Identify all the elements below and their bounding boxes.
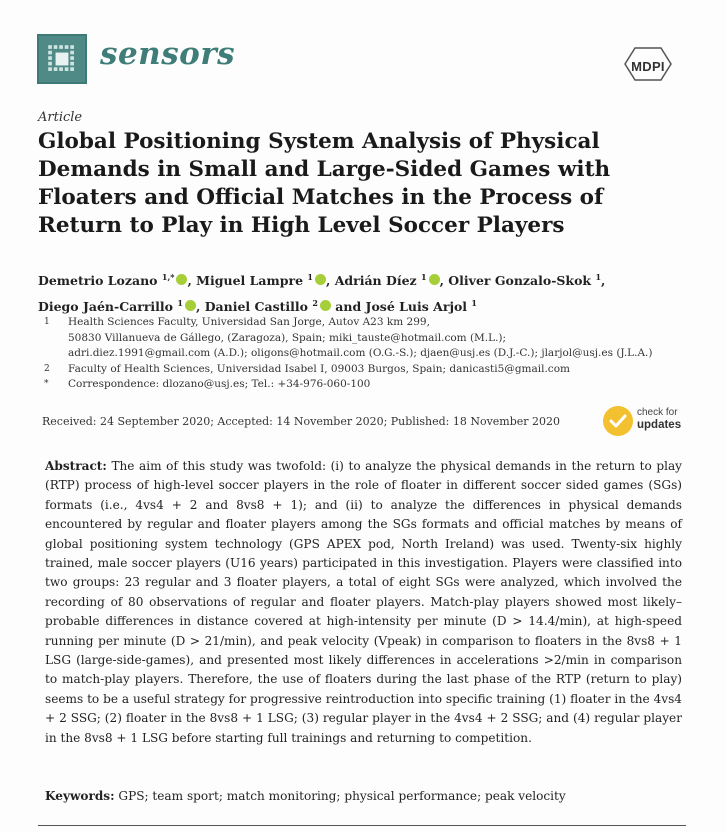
- check-updates-icon: [603, 406, 633, 436]
- journal-name: sensors: [100, 36, 236, 72]
- keywords: [45, 789, 685, 803]
- author[interactable]: Daniel Castillo $^2$: [205, 299, 331, 314]
- orcid-icon[interactable]: [315, 274, 326, 285]
- orcid-icon[interactable]: [429, 274, 440, 285]
- author[interactable]: Oliver Gonzalo-Skok $^1$: [448, 272, 602, 289]
- keywords-text: GPS; team sport; match monitoring; physical performance; peak velocity: [118, 789, 566, 803]
- abstract: [45, 457, 682, 748]
- check-updates-button[interactable]: check for updates: [603, 404, 693, 440]
- publisher-logo: [621, 44, 675, 84]
- author[interactable]: Miguel Lampre $^1$: [196, 273, 326, 288]
- abstract-text: The aim of this study was twofold: (i) to analyze the physical demands in the return to play (RTP) process of high-level soccer players in the role of floater in different soccer sided games (SGs) formats (i.e., 4vs4 + 2 and 8vs8 + 1); and (ii) to analyze the differences in physical demands encountered by regular and floater players among the SGs formats and official matches by means of global positioning system technology (GPS APEX pod, North Ireland) was used. Twenty-six highly trained, male soccer players (U16 years) participated in this investigation. Players were classified into two groups: 23 regular and 3 floater players, a total of eight SGs were analyzed, which involved the recording of 80 observations of regular and floater players. Match-play players showed most likely–probable differences in distance covered at high-intensity per minute (D > 14.4/min), at high-speed running per minute (D > 21/min), and peak velocity (Vpeak) in comparison to floaters in the 8vs8 + 1 LSG (large-side-games), and presented most likely differences in accelerations >2/min in comparison to match-play players. Therefore, the use of floaters during the last phase of the RTP (return to play) seems to be a useful strategy for progressive reintroduction into specific training (1) floater in the 4vs4 + 2 SSG; (2) floater in the 8vs8 + 1 LSG; (3) regular player in the 4vs4 + 2 SSG; and (4) regular player in the 8vs8 + 1 LSG before starting full trainings and returning to competition.: [45, 459, 682, 745]
- journal-logo: [37, 34, 87, 84]
- correspondence: * Correspondence: dlozano@usj.es; Tel.: +34-976-060-100: [44, 378, 371, 390]
- divider: [38, 825, 686, 826]
- orcid-icon[interactable]: [185, 300, 196, 311]
- orcid-icon[interactable]: [320, 300, 331, 311]
- article-type: Article: [38, 110, 83, 125]
- affiliation-2: 2 Faculty of Health Sciences, Universidad Isabel I, 09003 Burgos, Spain; danicasti5@gmail.com: [44, 362, 570, 375]
- publication-dates: Received: 24 September 2020; Accepted: 14 November 2020; Published: 18 November 2020: [42, 415, 561, 428]
- orcid-icon[interactable]: [176, 274, 187, 285]
- author-list: Demetrio Lozano $^{1,*}$ , Miguel Lampre $^1$ , Adrián Díez $^1$ , Oliver Gonzalo-Skok $^1$, Diego Jaén-Carrillo $^1$ , Daniel Castillo $^2$ and José Luis Arjol $^1$: [38, 272, 606, 315]
- author[interactable]: Adrián Díez $^1$: [335, 273, 440, 288]
- author[interactable]: Diego Jaén-Carrillo $^1$: [38, 299, 196, 314]
- author[interactable]: Demetrio Lozano $^{1,*}$: [38, 273, 187, 288]
- affiliation-1: 1 Health Sciences Faculty, Universidad San Jorge, Autov A23 km 299, 50830 Villanueva de Gállego, (Zaragoza), Spain; miki_tauste@hotmail.com (M.L.); adri.diez.1991@gmail.com (A.D.); oligons@hotmail.com (O.G.-S.); djaen@usj.es (D.J.-C.); jlarjol@usj.es (J.L.A.): [44, 316, 653, 359]
- affiliations: [38, 315, 698, 393]
- author[interactable]: José Luis Arjol $^1$: [365, 298, 477, 315]
- publisher-name: MDPI: [631, 59, 665, 74]
- abstract-label: Abstract:: [45, 459, 107, 473]
- article-title: Global Positioning System Analysis of Physical Demands in Small and Large-Sided Games with Floaters and Official Matches in the Process of Return to Play in High Level Soccer Players: [38, 129, 611, 238]
- keywords-label: Keywords:: [45, 789, 115, 803]
